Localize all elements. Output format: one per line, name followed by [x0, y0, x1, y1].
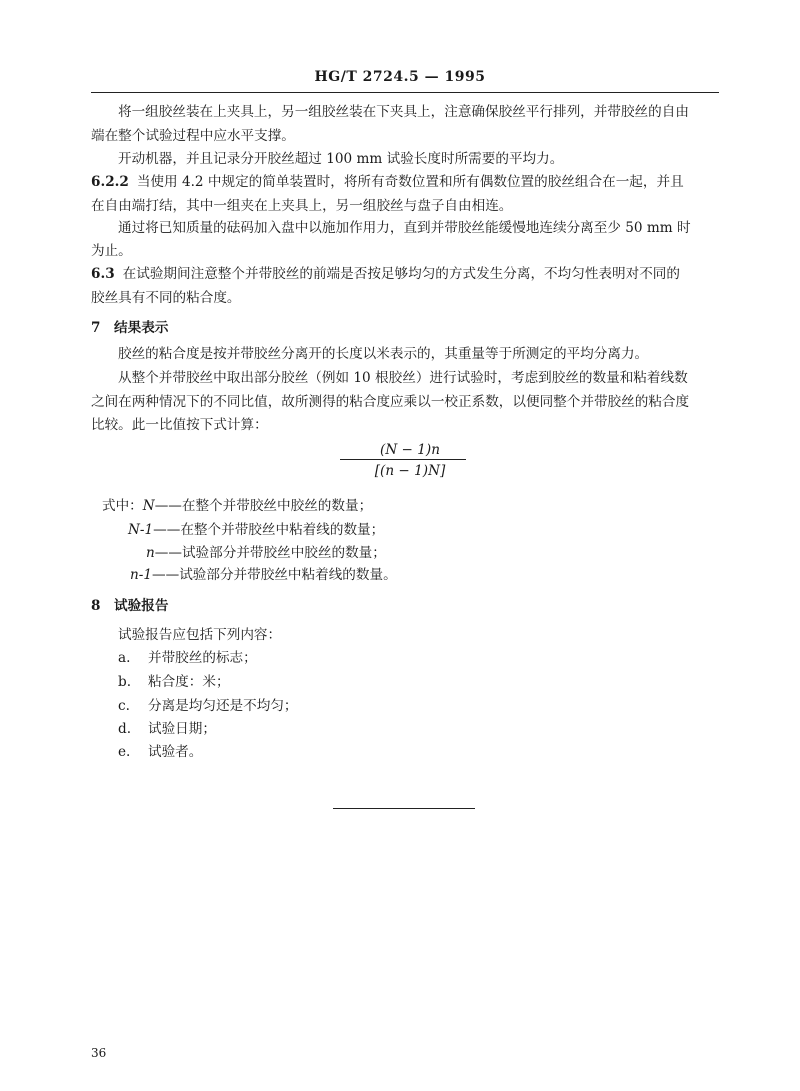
page-number: 36: [91, 1046, 107, 1060]
list-marker: d.: [118, 721, 132, 737]
paragraph-line: 为止。: [91, 243, 132, 259]
list-item-text: 试验日期；: [148, 721, 216, 737]
where-label: 式中：: [102, 498, 143, 514]
clause-text: 当使用 4.2 中规定的简单装置时，将所有奇数位置和所有偶数位置的胶丝组合在一起，并且: [136, 174, 684, 190]
definition-n: [146, 541, 386, 561]
definition-text: ——在整个并带胶丝中粘着线的数量；: [153, 522, 385, 538]
list-item: [118, 723, 216, 737]
list-marker: b.: [118, 674, 132, 690]
paragraph-line: 试验报告应包括下列内容：: [118, 627, 282, 643]
formula-numerator: (N − 1)n: [380, 442, 440, 458]
list-item-text: 分离是均匀还是不均匀；: [148, 698, 298, 714]
paragraph-line: 开动机器，并且记录分开胶丝超过 100 mm 试验长度时所需要的平均力。: [118, 151, 564, 167]
clause-number: 6.3: [91, 266, 115, 282]
paragraph-line: 在自由端打结，其中一组夹在上夹具上，另一组胶丝与盘子自由相连。: [91, 198, 513, 214]
list-marker: a.: [118, 650, 131, 666]
list-item: [118, 700, 298, 714]
list-item: [118, 652, 257, 666]
paragraph-line: 比较。此一比值按下式计算：: [91, 417, 268, 433]
definition-N-minus-1: [128, 518, 384, 538]
paragraph-line: 之间在两种情况下的不同比值，故所测得的粘合度应乘以一校正系数，以便同整个并带胶丝的粘合度: [91, 394, 690, 410]
definition-text: ——试验部分并带胶丝中粘着线的数量。: [152, 567, 397, 583]
definition-text: ——试验部分并带胶丝中胶丝的数量；: [154, 545, 386, 561]
symbol: n: [146, 545, 155, 561]
definition-text: ——在整个并带胶丝中胶丝的数量；: [154, 498, 373, 514]
paragraph-line: 从整个并带胶丝中取出部分胶丝（例如 10 根胶丝）进行试验时，考虑到胶丝的数量和粘着线数: [118, 370, 688, 386]
list-marker: c.: [118, 698, 130, 714]
clause-number: 6.2.2: [91, 174, 129, 190]
list-item: [118, 676, 230, 690]
section-8-heading: 8 试验报告: [91, 598, 169, 614]
list-item-text: 粘合度：米；: [148, 674, 230, 690]
formula-denominator: [(n − 1)N]: [374, 463, 446, 479]
list-item-text: 并带胶丝的标志；: [148, 650, 257, 666]
list-item-text: 试验者。: [148, 744, 203, 760]
definition-n-minus-1: [130, 563, 397, 583]
clause-6-2-2: [91, 176, 684, 190]
definition-N: [102, 494, 372, 514]
clause-6-3: [91, 268, 680, 282]
standard-code-header: HG/T 2724.5 — 1995: [314, 69, 486, 85]
header-rule: [91, 92, 719, 93]
formula-fraction-bar: [340, 459, 466, 460]
clause-text: 在试验期间注意整个并带胶丝的前端是否按足够均匀的方式发生分离，不均匀性表明对不同的: [122, 266, 680, 282]
symbol: n-1: [130, 567, 152, 583]
list-marker: e.: [118, 744, 131, 760]
list-item: [118, 746, 202, 760]
section-7-heading: 7 结果表示: [91, 320, 169, 336]
paragraph-line: 将一组胶丝装在上夹具上，另一组胶丝装在下夹具上，注意确保胶丝平行排列，并带胶丝的自由: [118, 104, 689, 120]
paragraph-line: 胶丝具有不同的粘合度。: [91, 290, 241, 306]
paragraph-line: 通过将已知质量的砝码加入盘中以施加作用力，直到并带胶丝能缓慢地连续分离至少 50 mm 时: [118, 220, 691, 236]
paragraph-line: 胶丝的粘合度是按并带胶丝分离开的长度以米表示的，其重量等于所测定的平均分离力。: [118, 346, 649, 362]
symbol: N: [142, 498, 155, 514]
end-of-standard-rule: [333, 808, 475, 809]
paragraph-line: 端在整个试验过程中应水平支撑。: [91, 128, 295, 144]
symbol: N-1: [128, 522, 154, 538]
